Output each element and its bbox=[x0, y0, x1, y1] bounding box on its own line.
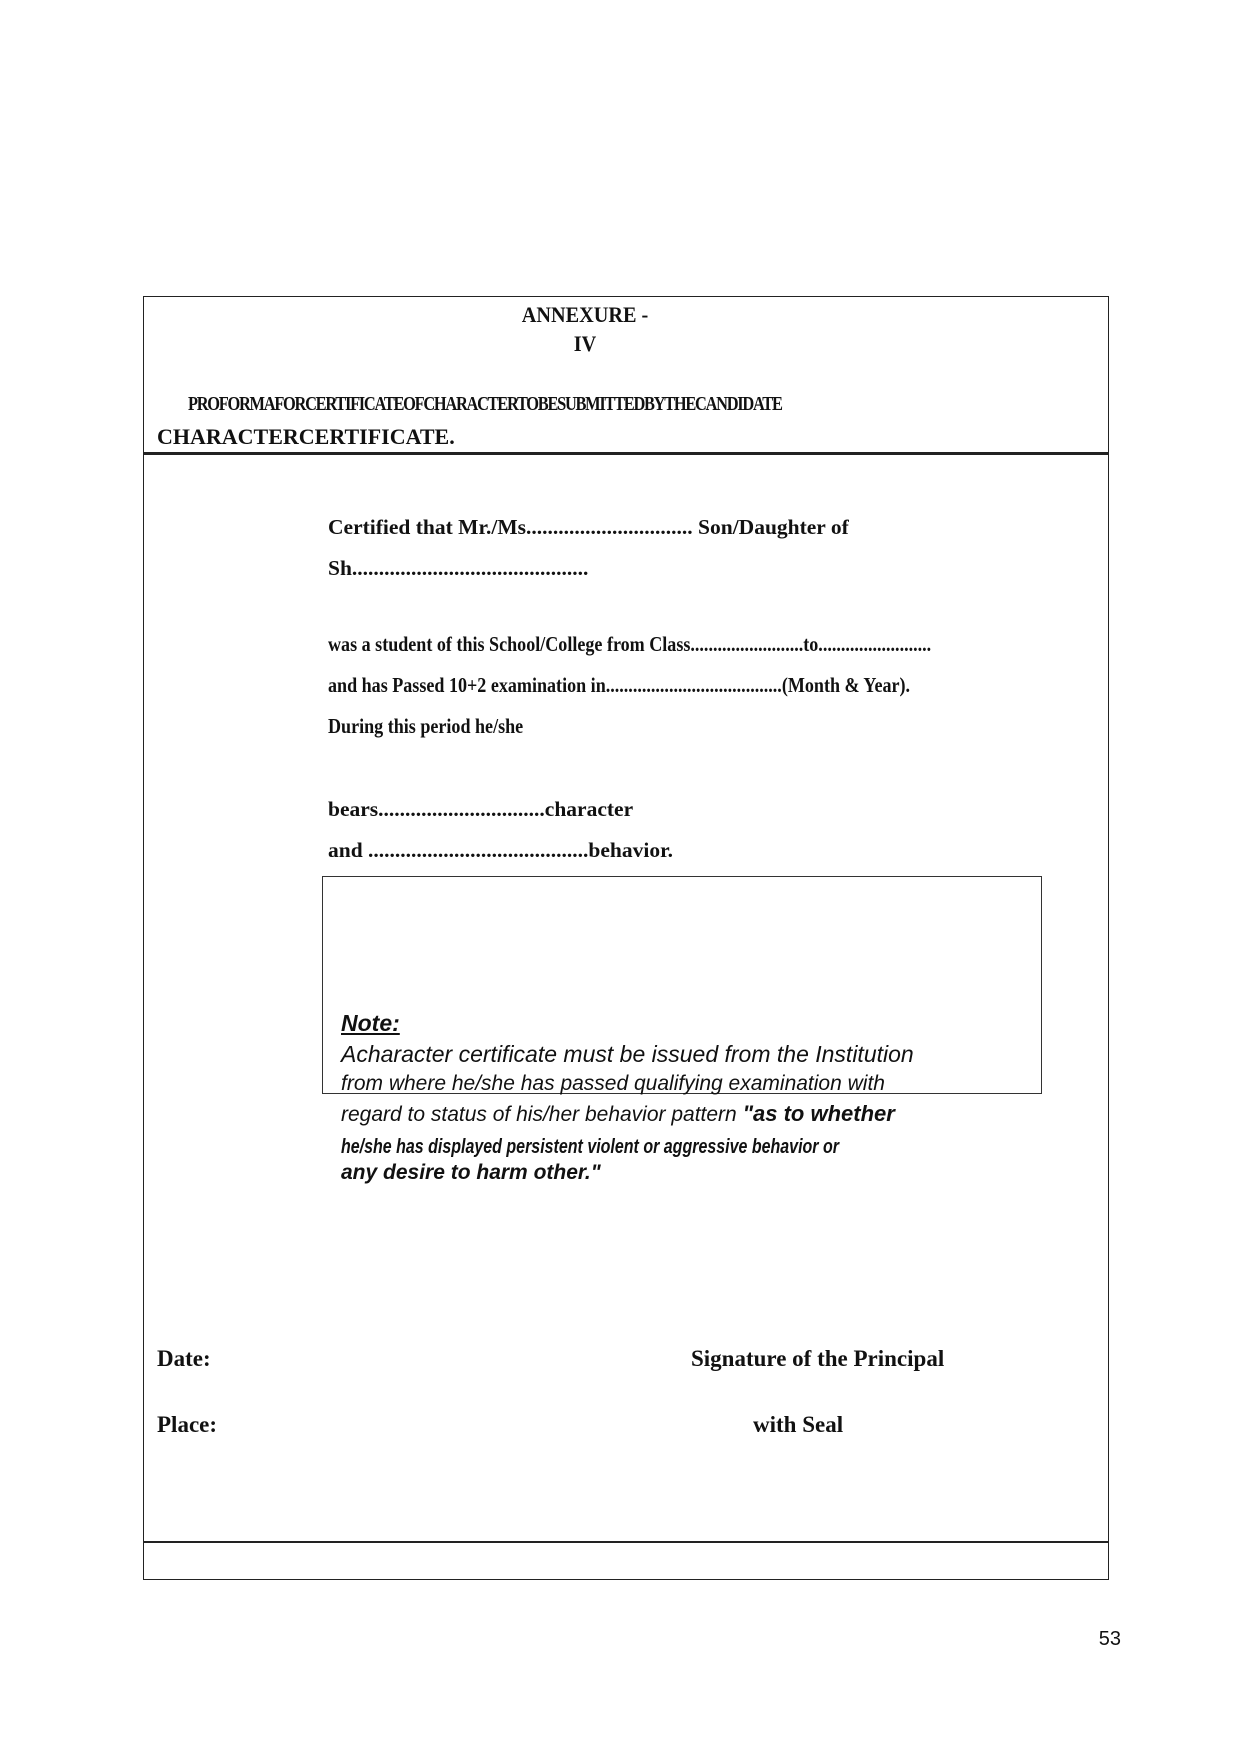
annexure-number: IV bbox=[573, 331, 597, 356]
note-line-3-bold: "as to whether bbox=[742, 1101, 895, 1126]
body-line-certified: Certified that Mr./Ms............................... Son/Daughter of bbox=[328, 515, 849, 539]
note-line-1: Acharacter certificate must be issued from the Institution bbox=[341, 1041, 914, 1067]
note-line-4: he/she has displayed persistent violent or aggressive behavior or bbox=[341, 1136, 839, 1158]
note-line-2: from where he/she has passed qualifying examination with bbox=[341, 1072, 885, 1095]
body-line-behavior: and .........................................behavior. bbox=[328, 838, 674, 862]
body-line-passed: and has Passed 10+2 examination in.......................................(Month & Year). bbox=[328, 673, 911, 697]
note-line-5: any desire to harm other." bbox=[341, 1161, 601, 1184]
note-text bbox=[341, 1039, 967, 1188]
body-line-character: bears...............................character bbox=[328, 797, 634, 821]
seal-label: with Seal bbox=[753, 1412, 844, 1437]
signature-label: Signature of the Principal bbox=[691, 1346, 945, 1371]
body-line-period: During this period he/she bbox=[328, 714, 524, 738]
date-label: Date: bbox=[157, 1346, 211, 1371]
body-line-father: Sh............................................ bbox=[328, 556, 589, 580]
proforma-title: PROFORMAFORCERTIFICATEOFCHARACTERTOBESUBMITTEDBYTHECANDIDATE bbox=[188, 393, 782, 415]
place-label: Place: bbox=[157, 1412, 218, 1437]
annexure-label: ANNEXURE - bbox=[521, 302, 649, 327]
footer-divider bbox=[143, 1541, 1109, 1543]
page-number: 53 bbox=[1098, 1628, 1121, 1650]
note-line-3 bbox=[341, 1099, 967, 1130]
note-title: Note: bbox=[341, 1010, 400, 1036]
certificate-title: CHARACTERCERTIFICATE. bbox=[157, 424, 455, 449]
header-divider bbox=[143, 452, 1109, 455]
note-line-3-plain: regard to status of his/her behavior pattern bbox=[341, 1103, 743, 1126]
body-line-student: was a student of this School/College from Class.........................to......................... bbox=[328, 632, 932, 656]
note-line-4-wrap bbox=[341, 1130, 967, 1158]
